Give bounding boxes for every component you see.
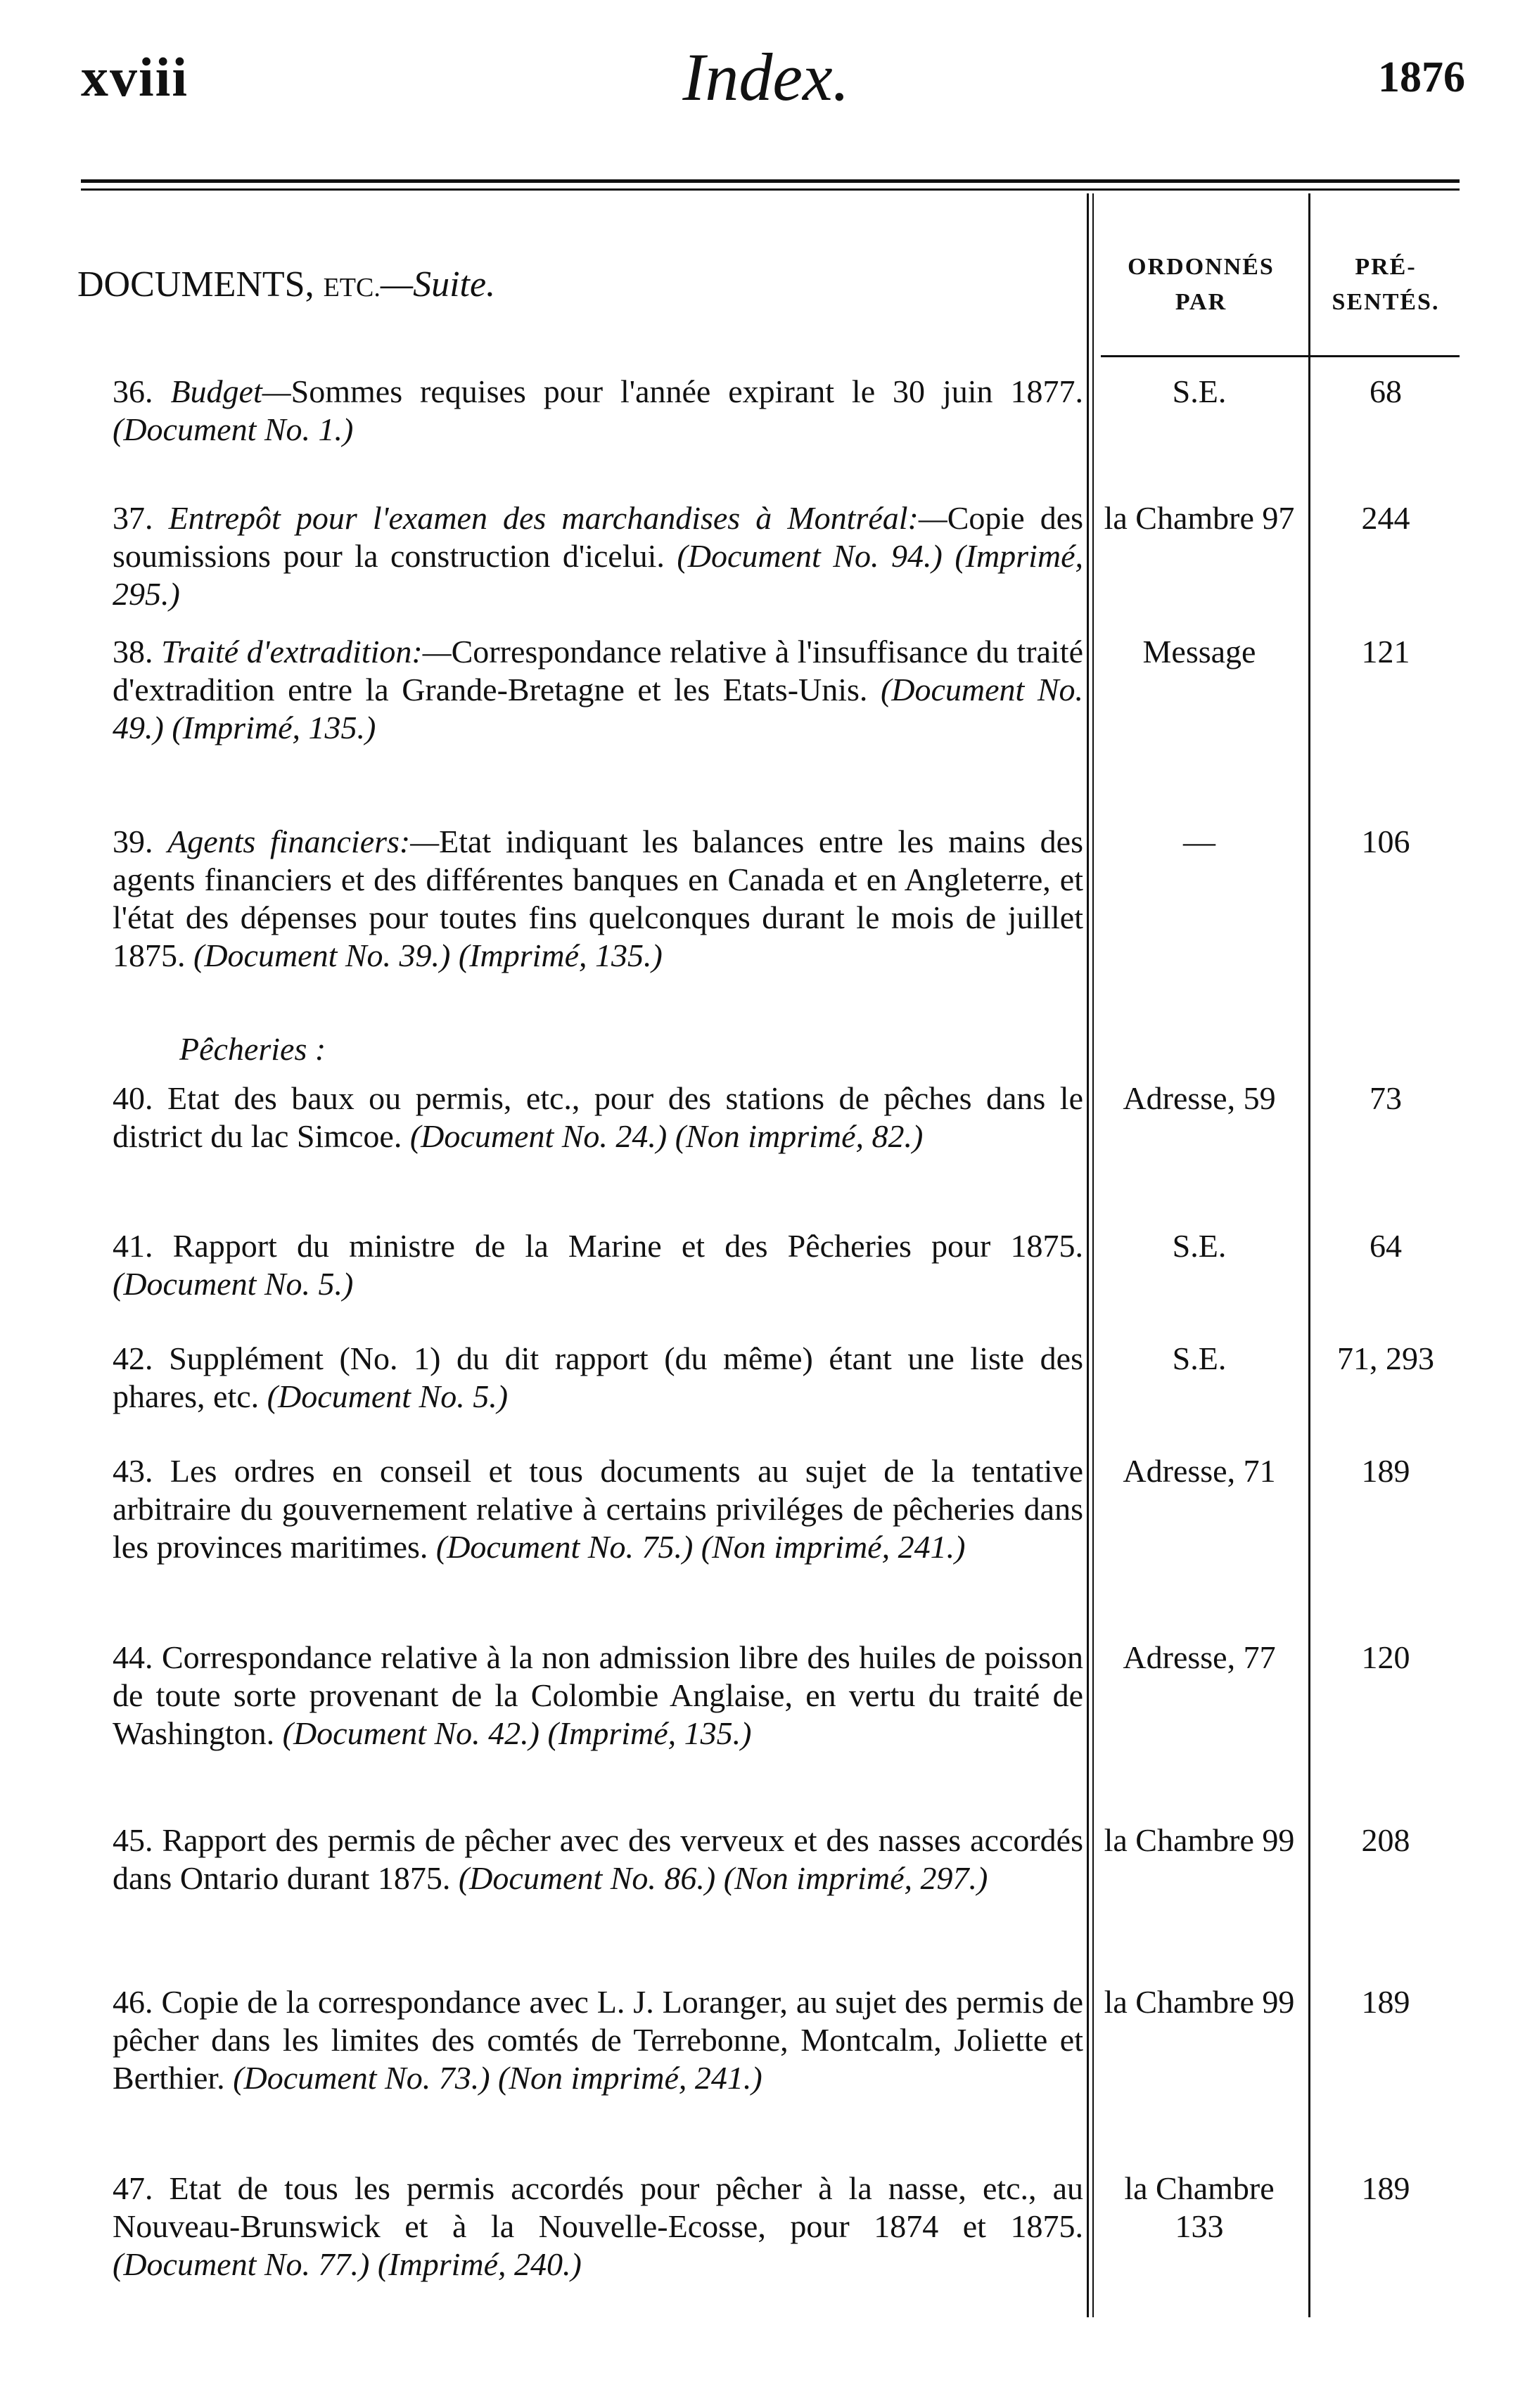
column-divider-left (1087, 193, 1089, 2317)
entry-document-ref: (Document No. 49.) (Imprimé, 135.) (113, 672, 1084, 745)
entry-number: 44. (113, 1639, 162, 1675)
entry-text (113, 1821, 1083, 1897)
entry-number: 39. (113, 824, 168, 859)
column-header-presentes (1315, 250, 1456, 320)
entry-title: Entrepôt pour l'examen des marchandises à Montréal:— (168, 500, 947, 536)
entry-ordonnes: la Chambre 133 (1124, 2170, 1275, 2244)
column-header-ordonnes (1101, 250, 1301, 320)
entry-body: Correspondance relative à la non admission libre des huiles de poisson de toute sorte provenant de la Colombie Anglaise, en vertu du traité de Washington. (113, 1639, 1084, 1751)
column-header-presentes-line2: SENTÉS. (1332, 289, 1440, 315)
column-header-ordonnes-line1: ORDONNÉS (1128, 254, 1275, 280)
section-title-suite: —Suite. (380, 264, 496, 305)
entry-document-ref: (Document No. 1.) (113, 411, 354, 447)
entry-presentes: 189 (1361, 2170, 1410, 2206)
entry-text (113, 1983, 1083, 2097)
entry-number: 37. (113, 500, 169, 536)
entry-ordonnes: la Chambre 97 (1104, 500, 1295, 536)
entry-ordonnes: Adresse, 77 (1123, 1639, 1276, 1675)
entry-number: 40. (113, 1080, 167, 1116)
entry-presentes: 120 (1361, 1639, 1410, 1675)
entry-number: 46. (113, 1984, 162, 2020)
entry-presentes: 189 (1361, 1984, 1410, 2020)
column-divider-left-double (1092, 193, 1094, 2317)
entry-body: Etat de tous les permis accordés pour pêcher à la nasse, etc., au Nouveau-Brunswick et à la Nouvelle-Ecosse, pour 1874 et 1875. (113, 2170, 1084, 2244)
column-divider-right (1308, 193, 1310, 2317)
entry-number: 43. (113, 1453, 170, 1489)
entry-document-ref: (Document No. 77.) (Imprimé, 240.) (113, 2246, 582, 2282)
page-year: 1876 (1378, 53, 1465, 101)
entry-presentes: 189 (1361, 1453, 1410, 1489)
entry-document-ref: (Document No. 5.) (267, 1378, 509, 1414)
entry-text (113, 2170, 1083, 2284)
header-rule (81, 179, 1460, 183)
entry-document-ref: (Document No. 94.) (Imprimé, 295.) (113, 538, 1083, 612)
entry-title: Agents financiers:— (167, 824, 440, 859)
entry-number: 47. (113, 2170, 170, 2206)
entry-document-ref: (Document No. 24.) (Non imprimé, 82.) (409, 1118, 924, 1154)
entry-number: 41. (113, 1228, 173, 1264)
header-rule-thin (81, 188, 1460, 191)
entry-ordonnes: — (1183, 824, 1215, 859)
entry-body: Sommes requises pour l'année expirant le 30 juin 1877. (291, 373, 1084, 409)
entry-text (113, 499, 1083, 613)
entry-ordonnes: la Chambre 99 (1104, 1822, 1295, 1858)
entry-number: 42. (113, 1340, 170, 1376)
entry-title: Budget— (170, 373, 291, 409)
entry-document-ref: (Document No. 86.) (Non imprimé, 297.) (458, 1860, 988, 1896)
entry-ordonnes: Message (1142, 634, 1256, 670)
entry-text (113, 1639, 1083, 1753)
entry-number: 36. (113, 373, 171, 409)
entry-presentes: 106 (1361, 824, 1410, 859)
entry-presentes: 244 (1361, 500, 1410, 536)
entry-body: Copie des soumissions pour la construction d'icelui. (113, 500, 1084, 574)
entry-presentes: 64 (1370, 1228, 1402, 1264)
entry-document-ref: (Document No. 75.) (Non imprimé, 241.) (435, 1529, 966, 1565)
page-title: Index. (682, 39, 850, 115)
entry-ordonnes: S.E. (1172, 373, 1227, 409)
column-header-rule (1101, 355, 1460, 357)
entry-text (113, 823, 1083, 975)
entry-ordonnes: S.E. (1172, 1340, 1227, 1376)
section-title (77, 264, 495, 305)
entry-ordonnes: Adresse, 59 (1123, 1080, 1276, 1116)
section-title-main: DOCUMENTS, (77, 264, 314, 305)
entry-body: Supplément (No. 1) du dit rapport (du même) étant une liste des phares, etc. (113, 1340, 1083, 1414)
entry-title: Traité d'extradition:— (161, 634, 452, 670)
entry-text (113, 1227, 1083, 1303)
entry-body: Correspondance relative à l'insuffisance du traité d'extradition entre la Grande-Bretagne et les Etats-Unis. (113, 634, 1084, 707)
entry-text (113, 373, 1083, 449)
entry-number: 45. (113, 1822, 162, 1858)
entry-document-ref: (Document No. 42.) (Imprimé, 135.) (282, 1715, 752, 1751)
entry-ordonnes: la Chambre 99 (1104, 1984, 1295, 2020)
entry-text (113, 1080, 1083, 1155)
entry-number: 38. (113, 634, 162, 670)
column-header-ordonnes-line2: PAR (1175, 289, 1227, 315)
entry-presentes: 121 (1361, 634, 1410, 670)
entry-presentes: 71, 293 (1337, 1340, 1434, 1376)
entry-ordonnes: Adresse, 71 (1123, 1453, 1276, 1489)
entry-document-ref: (Document No. 73.) (Non imprimé, 241.) (233, 2060, 762, 2096)
entry-presentes: 73 (1370, 1080, 1402, 1116)
entry-body: Etat des baux ou permis, etc., pour des stations de pêches dans le district du lac Simcoe. (113, 1080, 1083, 1154)
entry-document-ref: (Document No. 39.) (Imprimé, 135.) (193, 937, 663, 973)
entry-document-ref: (Document No. 5.) (113, 1266, 354, 1302)
column-header-presentes-line1: PRÉ- (1355, 254, 1417, 280)
entry-body: Rapport du ministre de la Marine et des Pêcheries pour 1875. (172, 1228, 1083, 1264)
section-title-etc: ETC. (323, 273, 381, 302)
entry-body: Etat indiquant les balances entre les mains des agents financiers et des différentes banques en Canada et en Angleterre, et l'état des dépenses pour toutes fins quelconques durant le mois de juillet 1875. (113, 824, 1083, 973)
entry-body: Les ordres en conseil et tous documents au sujet de la tentative arbitraire du gouvernement relative à certains priviléges de pêcheries dans les provinces maritimes. (113, 1453, 1084, 1565)
entry-presentes: 208 (1361, 1822, 1410, 1858)
entry-ordonnes: S.E. (1172, 1228, 1227, 1264)
subheading: Pêcheries : (179, 1031, 326, 1067)
entry-text (113, 633, 1083, 747)
entry-body: Rapport des permis de pêcher avec des verveux et des nasses accordés dans Ontario durant 1875. (113, 1822, 1083, 1896)
entry-text (113, 1452, 1083, 1566)
entry-presentes: 68 (1370, 373, 1402, 409)
entry-body: Copie de la correspondance avec L. J. Loranger, au sujet des permis de pêcher dans les limites des comtés de Terrebonne, Montcalm, Joliette et Berthier. (113, 1984, 1084, 2096)
entry-text (113, 1340, 1083, 1416)
page-number: xviii (81, 46, 189, 108)
